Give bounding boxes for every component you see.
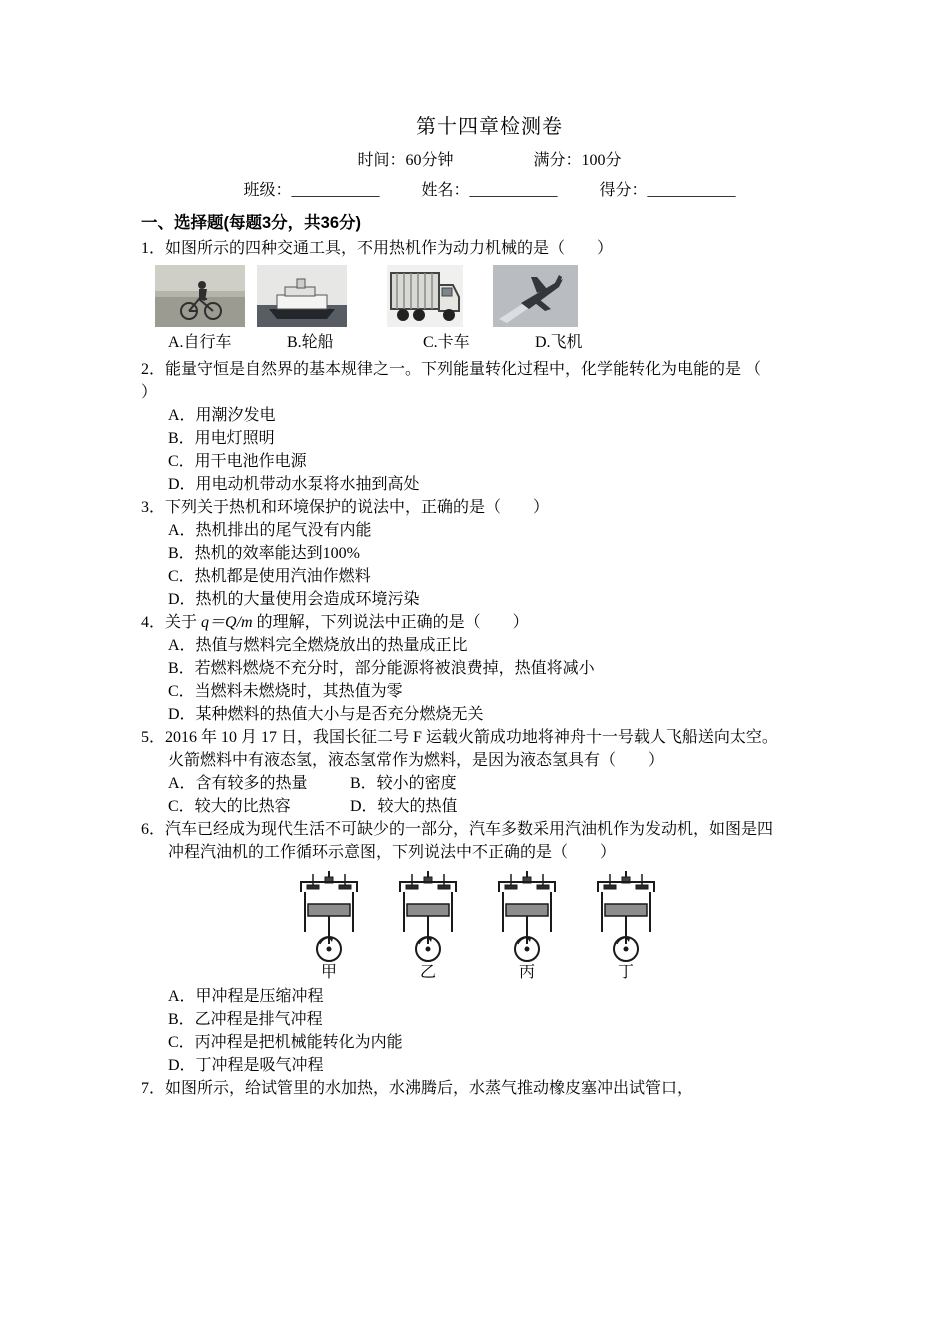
q2-options	[141, 404, 838, 496]
q6-option-c: C．丙冲程是把机械能转化为内能	[168, 1034, 403, 1051]
question-1-text: 1．如图所示的四种交通工具，不用热机作为动力机械的是（ ）	[141, 240, 614, 257]
question-5	[141, 726, 838, 818]
engine-stroke-4	[590, 870, 662, 983]
page-title: 第十四章检测卷	[416, 116, 563, 138]
exam-meta-row	[141, 147, 838, 170]
q4-option-d: D．某种燃料的热值大小与是否充分燃烧无关	[168, 706, 484, 723]
q5-option-a: A．含有较多的热量	[168, 775, 308, 792]
q5-options-row1	[141, 772, 838, 795]
airplane-photo	[493, 265, 578, 327]
question-5-text-line2: 火箭燃料中有液态氢，液态氢常作为燃料，是因为液态氢具有（ ）	[168, 752, 665, 769]
q1-photo-row	[155, 265, 838, 327]
q6-option-d: D．丁冲程是吸气冲程	[168, 1057, 324, 1074]
q6-option-a: A．甲冲程是压缩冲程	[168, 988, 324, 1005]
q3-option-a: A．热机排出的尾气没有内能	[168, 522, 372, 539]
q1-option-c: C.卡车	[423, 334, 470, 351]
score-blank: 得分：___________	[599, 182, 736, 199]
q2-option-d: D．用电动机带动水泵将水抽到高处	[168, 476, 420, 493]
question-7-text: 7．如图所示，给试管里的水加热，水沸腾后，水蒸气推动橡皮塞冲出试管口，	[141, 1080, 694, 1097]
q4-formula: q＝Q/m	[201, 614, 253, 631]
name-blank: 姓名：___________	[421, 182, 558, 199]
question-6	[141, 818, 838, 1077]
q5-option-b: B．较小的密度	[350, 775, 457, 792]
q3-option-b: B．热机的效率能达到100%	[168, 545, 361, 562]
question-2	[141, 358, 838, 496]
question-3	[141, 496, 838, 611]
time-label: 时间：60分钟	[357, 152, 454, 169]
question-4	[141, 611, 838, 726]
engine-stroke-1	[293, 870, 365, 983]
q5-option-c: C．较大的比热容	[168, 798, 291, 815]
q2-option-c: C．用干电池作电源	[168, 453, 307, 470]
q1-option-a: A.自行车	[168, 334, 232, 351]
q2-option-a: A．用潮汐发电	[168, 407, 276, 424]
q5-option-d: D．较大的热值	[350, 798, 458, 815]
q2-option-b: B．用电灯照明	[168, 430, 275, 447]
engine-label-yi: 乙	[419, 964, 436, 981]
q5-options-row2	[141, 795, 838, 818]
engine-stroke-3	[491, 870, 563, 983]
truck-photo	[387, 265, 463, 327]
question-6-text-line1: 6．汽车已经成为现代生活不可缺少的一部分，汽车多数采用汽油机作为发动机，如图是四	[141, 821, 774, 838]
question-2-text-line2: ）	[141, 384, 158, 401]
engine-label-jia: 甲	[320, 964, 337, 981]
q6-options	[141, 985, 838, 1077]
student-info-row	[141, 177, 838, 200]
q3-option-c: C．热机都是使用汽油作燃料	[168, 568, 371, 585]
bicycle-photo	[155, 265, 245, 327]
q1-options	[141, 331, 838, 355]
q4-options	[141, 634, 838, 726]
question-5-text-line1: 5．2016 年 10 月 17 日，我国长征二号 F 运载火箭成功地将神舟十一号载人飞船送向太空。	[141, 729, 778, 746]
q3-option-d: D．热机的大量使用会造成环境污染	[168, 591, 420, 608]
class-blank: 班级：___________	[243, 182, 380, 199]
q6-engine-diagrams	[293, 870, 838, 983]
q1-option-b: B.轮船	[287, 334, 334, 351]
engine-label-ding: 丁	[617, 964, 634, 981]
question-1	[141, 237, 838, 355]
section-heading: 一、选择题(每题3分，共36分)	[141, 214, 362, 232]
q4-option-b: B．若燃料燃烧不充分时，部分能源将被浪费掉，热值将减小	[168, 660, 595, 677]
ship-photo	[257, 265, 347, 327]
question-7	[141, 1077, 838, 1100]
full-score-label: 满分：100分	[533, 152, 622, 169]
question-4-text	[141, 611, 838, 634]
q4-option-a: A．热值与燃料完全燃烧放出的热量成正比	[168, 637, 468, 654]
engine-stroke-2	[392, 870, 464, 983]
q4-text-after: 的理解，下列说法中正确的是（ ）	[252, 614, 529, 631]
engine-label-bing: 丙	[518, 964, 535, 981]
q3-options	[141, 519, 838, 611]
q4-text-before: 4．关于	[141, 614, 202, 631]
q4-option-c: C．当燃料未燃烧时，其热值为零	[168, 683, 403, 700]
question-2-text-line1: 2．能量守恒是自然界的基本规律之一。下列能量转化过程中，化学能转化为电能的是 （	[141, 361, 762, 378]
q6-option-b: B．乙冲程是排气冲程	[168, 1011, 323, 1028]
q1-option-d: D.飞机	[535, 334, 583, 351]
question-6-text-line2: 冲程汽油机的工作循环示意图，下列说法中不正确的是（ ）	[168, 844, 617, 861]
question-3-text: 3．下列关于热机和环境保护的说法中，正确的是（ ）	[141, 499, 550, 516]
